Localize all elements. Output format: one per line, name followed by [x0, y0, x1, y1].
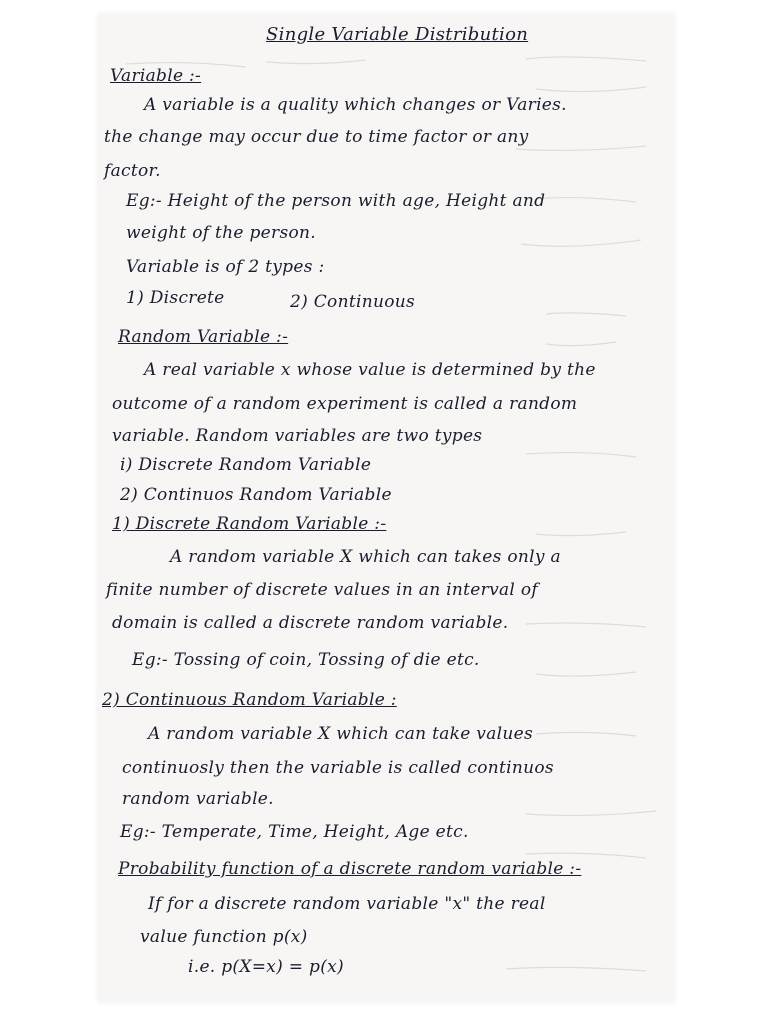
heading-continuous-random-variable: 2) Continuous Random Variable : [102, 690, 397, 710]
list-item: i) Discrete Random Variable [120, 455, 372, 475]
text-line: random variable. [122, 789, 274, 809]
text-line: continuosly then the variable is called continuos [122, 758, 554, 778]
list-item: 2) Continuos Random Variable [120, 485, 392, 505]
list-item: 1) Discrete [126, 288, 225, 308]
text-line: domain is called a discrete random variable. [112, 613, 509, 633]
heading-random-variable: Random Variable :- [118, 327, 289, 347]
formula-line: i.e. p(X=x) = p(x) [188, 957, 344, 977]
example-line: Eg:- Tossing of coin, Tossing of die etc. [132, 650, 480, 670]
heading-discrete-random-variable: 1) Discrete Random Variable :- [112, 514, 387, 534]
text-line: A real variable x whose value is determined by the [144, 360, 596, 380]
text-line: If for a discrete random variable "x" the real [148, 894, 546, 914]
text-line: variable. Random variables are two types [112, 426, 483, 446]
text-line: A random variable X which can takes only a [170, 547, 561, 567]
notebook-page [98, 14, 674, 1002]
heading-probability-function: Probability function of a discrete random variable :- [118, 859, 582, 879]
text-line: the change may occur due to time factor or any [104, 127, 529, 147]
example-line: Eg:- Temperate, Time, Height, Age etc. [120, 822, 469, 842]
page-title: Single Variable Distribution [266, 24, 529, 45]
text-line: A random variable X which can take values [148, 724, 534, 744]
heading-variable: Variable :- [110, 66, 202, 86]
text-line: factor. [104, 161, 161, 181]
example-line: Eg:- Height of the person with age, Height and [126, 191, 546, 211]
list-item: 2) Continuous [290, 292, 416, 312]
text-line: finite number of discrete values in an interval of [106, 580, 538, 600]
text-line: A variable is a quality which changes or Varies. [144, 95, 567, 115]
text-line: outcome of a random experiment is called a random [112, 394, 578, 414]
text-line: value function p(x) [140, 927, 308, 947]
text-line: Variable is of 2 types : [126, 257, 325, 277]
text-line: weight of the person. [126, 223, 316, 243]
